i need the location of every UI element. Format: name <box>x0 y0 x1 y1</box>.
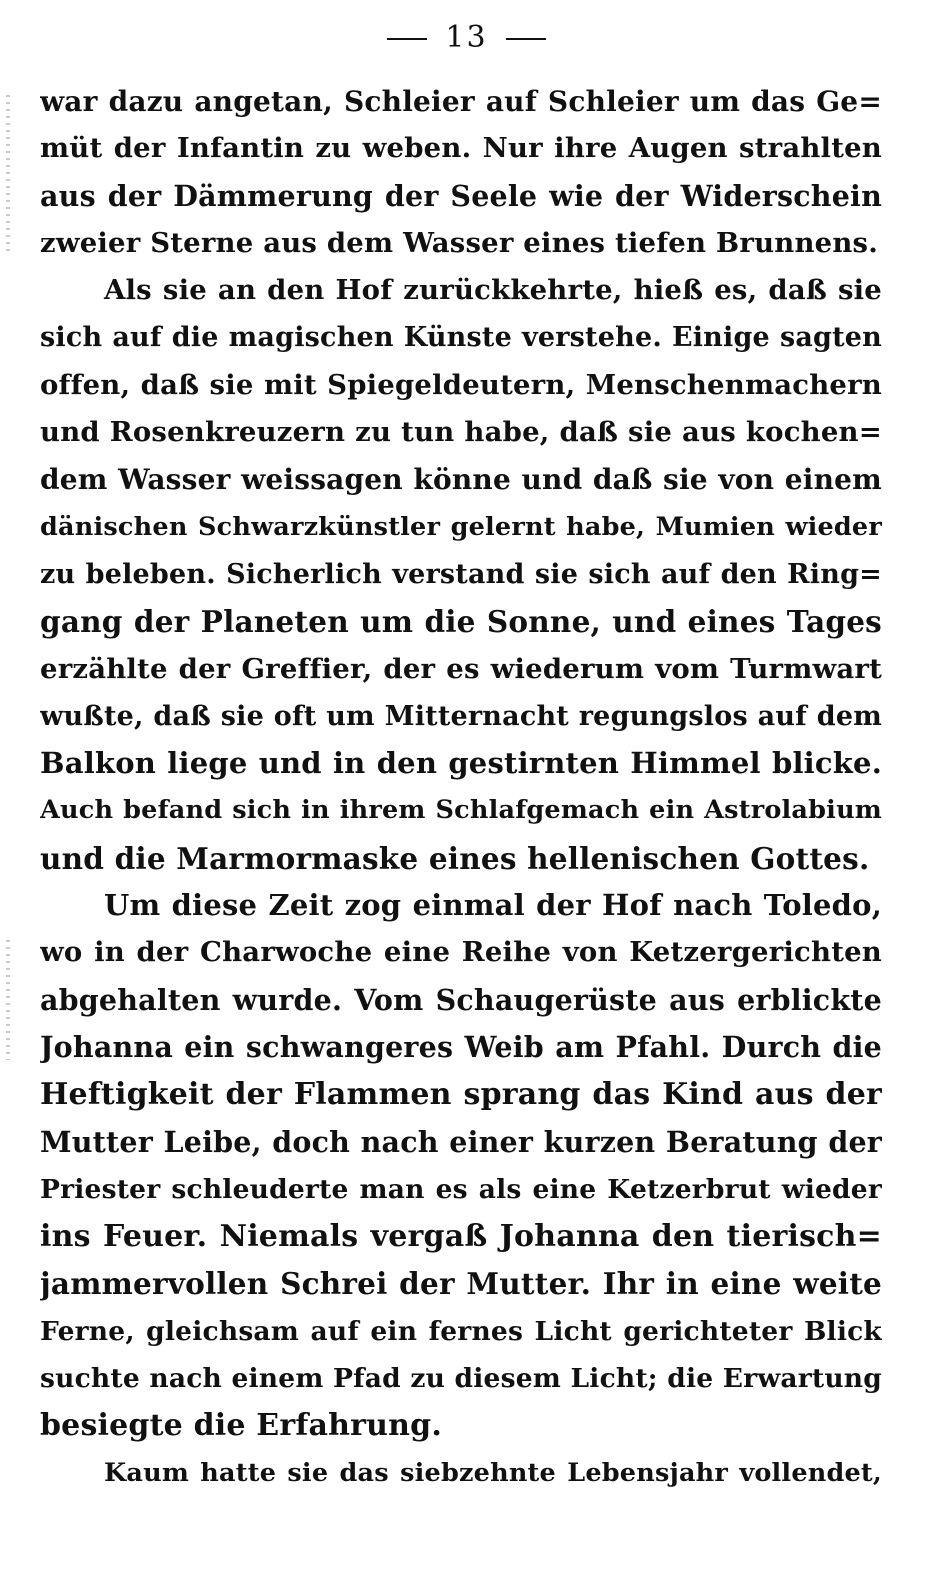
text-line: Auch befand sich in ihrem Schlafgemach ein Astrolabium <box>40 795 882 826</box>
header-dash-right <box>506 38 546 40</box>
text-line: jammervollen Schrei der Mutter. Ihr in eine weite <box>40 1266 882 1302</box>
text-line: besiegte die Erfahrung. <box>40 1408 442 1444</box>
text-line: und Rosenkreuzern zu tun habe, daß sie aus kochen= <box>40 416 882 449</box>
header-dash-left <box>387 38 427 40</box>
text-line: Johanna ein schwangeres Weib am Pfahl. Durch die <box>40 1029 882 1064</box>
page-number: 13 <box>445 20 488 55</box>
text-line: wo in der Charwoche eine Reihe von Ketzergerichten <box>40 936 882 969</box>
text-line: sich auf die magischen Künste verstehe. Einige sagten <box>40 322 882 354</box>
text-line: Priester schleuderte man es als eine Ketzerbrut wieder <box>40 1173 882 1205</box>
text-line: und die Marmormaske eines hellenischen Gottes. <box>40 840 870 876</box>
text-line: Mutter Leibe, doch nach einer kurzen Beratung der <box>40 1124 882 1159</box>
text-line: Um diese Zeit zog einmal der Hof nach Toledo, <box>104 888 882 923</box>
text-line: suchte nach einem Pfad zu diesem Licht; die Erwartung <box>40 1363 882 1395</box>
page-header <box>0 18 933 58</box>
text-line: ins Feuer. Niemals vergaß Johanna den tierisch= <box>40 1219 882 1255</box>
text-line: Heftigkeit der Flammen sprang das Kind aus der <box>40 1077 882 1113</box>
margin-speckle <box>6 95 10 255</box>
body-text <box>40 78 882 1497</box>
text-line: wußte, daß sie oft um Mitternacht regungslos auf dem <box>40 700 882 732</box>
margin-speckle <box>6 940 10 1060</box>
text-line: offen, daß sie mit Spiegeldeutern, Menschenmachern <box>40 368 882 401</box>
text-line: Als sie an den Hof zurückkehrte, hieß es, daß sie <box>104 274 882 307</box>
text-line: erzählte der Greffier, der es wiederum vom Turmwart <box>40 652 882 685</box>
text-line: Ferne, gleichsam auf ein fernes Licht gerichteter Blick <box>40 1315 882 1347</box>
text-line: zu beleben. Sicherlich verstand sie sich auf den Ring= <box>40 558 882 590</box>
text-line: gang der Planeten um die Sonne, und eines Tages <box>40 604 882 640</box>
text-line: war dazu angetan, Schleier auf Schleier um das Ge= <box>40 85 882 118</box>
text-line: dem Wasser weissagen könne und daß sie von einem <box>40 463 882 497</box>
text-line: müt der Infantin zu weben. Nur ihre Augen strahlten <box>40 132 882 165</box>
text-line: Balkon liege und in den gestirnten Himmel blicke. <box>40 746 882 781</box>
text-line: zweier Sterne aus dem Wasser eines tiefen Brunnens. <box>40 226 878 259</box>
text-line: dänischen Schwarzkünstler gelernt habe, Mumien wieder <box>40 511 882 542</box>
text-line: abgehalten wurde. Vom Schaugerüste aus erblickte <box>40 982 882 1017</box>
text-line: aus der Dämmerung der Seele wie der Widerschein <box>40 178 882 213</box>
text-line: Kaum hatte sie das siebzehnte Lebensjahr vollendet, <box>104 1457 882 1488</box>
